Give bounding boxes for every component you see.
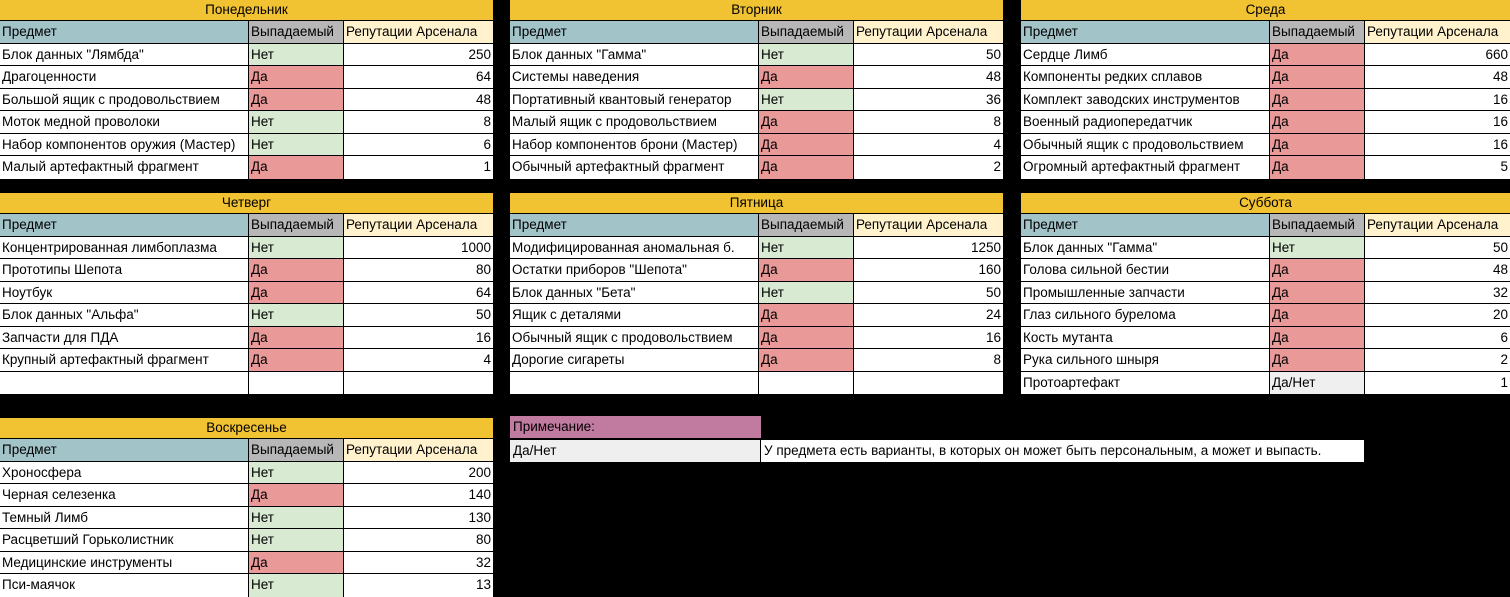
item-name-cell: Компоненты редких сплавов (1021, 66, 1270, 88)
table-wednesday (1021, 0, 1510, 179)
table-row (510, 156, 1003, 179)
column-header-row (1021, 214, 1510, 237)
reputation-cell: 48 (1365, 66, 1510, 88)
drop-cell: Да (759, 259, 854, 281)
reputation-cell: 160 (854, 259, 1003, 281)
table-row (510, 89, 1003, 112)
item-name-cell: Огромный артефактный фрагмент (1021, 156, 1270, 179)
item-name-cell: Блок данных "Гамма" (1021, 237, 1270, 259)
item-name-cell: Крупный артефактный фрагмент (0, 349, 249, 371)
reputation-cell: 1250 (854, 237, 1003, 259)
reputation-cell: 32 (344, 552, 493, 574)
item-name-cell: Военный радиопередатчик (1021, 111, 1270, 133)
drop-cell: Да (1270, 134, 1365, 156)
drop-cell: Да (1270, 259, 1365, 281)
table-sunday (0, 418, 493, 597)
item-name-cell: Темный Лимб (0, 507, 249, 529)
column-header-rep: Репутации Арсенала (344, 21, 493, 43)
item-name-cell: Блок данных "Альфа" (0, 304, 249, 326)
drop-cell: Да (249, 259, 344, 281)
item-name-cell: Медицинские инструменты (0, 552, 249, 574)
column-header-rep: Репутации Арсенала (344, 439, 493, 461)
item-name-cell: Рука сильного шныря (1021, 349, 1270, 371)
item-name-cell (510, 372, 759, 395)
drop-cell (759, 372, 854, 395)
reputation-cell: 80 (344, 259, 493, 281)
reputation-cell: 50 (1365, 237, 1510, 259)
item-name-cell: Портативный квантовый генератор (510, 89, 759, 111)
reputation-cell: 130 (344, 507, 493, 529)
drop-cell: Да (759, 156, 854, 179)
drop-cell: Да (759, 304, 854, 326)
drop-cell: Нет (759, 89, 854, 111)
table-row (0, 156, 493, 179)
table-row (1021, 327, 1510, 350)
drop-cell: Нет (249, 237, 344, 259)
drop-cell: Да (249, 156, 344, 179)
table-row (0, 484, 493, 507)
table-row (1021, 237, 1510, 260)
table-row (510, 237, 1003, 260)
reputation-cell: 140 (344, 484, 493, 506)
table-row (0, 44, 493, 67)
item-name-cell: Остатки приборов "Шепота" (510, 259, 759, 281)
drop-cell: Нет (759, 282, 854, 304)
item-name-cell: Пси-маячок (0, 574, 249, 597)
item-name-cell: Обычный ящик с продовольствием (1021, 134, 1270, 156)
column-header-item: Предмет (0, 214, 249, 236)
table-row (1021, 111, 1510, 134)
reputation-cell: 20 (1365, 304, 1510, 326)
drop-cell: Нет (249, 134, 344, 156)
drop-cell: Нет (759, 237, 854, 259)
column-header-drop: Выпадаемый (249, 439, 344, 461)
item-name-cell: Блок данных "Бета" (510, 282, 759, 304)
drop-cell: Да (249, 327, 344, 349)
column-header-row (1021, 21, 1510, 44)
column-header-row (510, 21, 1003, 44)
reputation-cell: 64 (344, 66, 493, 88)
item-name-cell: Модифицированная аномальная б. (510, 237, 759, 259)
day-title: Вторник (510, 0, 1003, 21)
drop-cell: Да (1270, 89, 1365, 111)
reputation-cell: 48 (854, 66, 1003, 88)
column-header-drop: Выпадаемый (249, 214, 344, 236)
item-name-cell: Кость мутанта (1021, 327, 1270, 349)
table-row (0, 462, 493, 485)
table-row (1021, 349, 1510, 372)
reputation-cell: 32 (1365, 282, 1510, 304)
drop-cell: Нет (249, 44, 344, 66)
table-thursday (0, 193, 493, 394)
table-row (0, 349, 493, 372)
item-name-cell: Дорогие сигареты (510, 349, 759, 371)
drop-cell: Да (1270, 111, 1365, 133)
drop-cell: Нет (1270, 237, 1365, 259)
table-row (1021, 89, 1510, 112)
column-header-item: Предмет (0, 439, 249, 461)
drop-cell (249, 372, 344, 395)
reputation-cell: 13 (344, 574, 493, 597)
drop-cell: Да (759, 349, 854, 371)
item-name-cell: Блок данных "Лямбда" (0, 44, 249, 66)
item-name-cell: Ящик с деталями (510, 304, 759, 326)
item-name-cell: Обычный артефактный фрагмент (510, 156, 759, 179)
table-saturday (1021, 193, 1510, 394)
item-name-cell (0, 372, 249, 395)
table-friday (510, 193, 1003, 394)
drop-cell: Да (1270, 156, 1365, 179)
column-header-drop: Выпадаемый (759, 21, 854, 43)
drop-cell: Да (1270, 327, 1365, 349)
drop-cell: Да (759, 327, 854, 349)
table-row (1021, 372, 1510, 395)
column-header-item: Предмет (510, 21, 759, 43)
item-name-cell: Сердце Лимб (1021, 44, 1270, 66)
column-header-row (510, 214, 1003, 237)
table-row (0, 507, 493, 530)
reputation-cell: 6 (1365, 327, 1510, 349)
column-header-drop: Выпадаемый (1270, 21, 1365, 43)
reputation-cell: 48 (344, 89, 493, 111)
table-row (1021, 259, 1510, 282)
reputation-cell: 80 (344, 529, 493, 551)
column-header-rep: Репутации Арсенала (1365, 21, 1510, 43)
reputation-cell: 48 (1365, 259, 1510, 281)
item-name-cell: Набор компонентов брони (Мастер) (510, 134, 759, 156)
table-row (0, 327, 493, 350)
item-name-cell: Блок данных "Гамма" (510, 44, 759, 66)
drop-cell: Да (1270, 66, 1365, 88)
reputation-cell: 4 (344, 349, 493, 371)
item-name-cell: Глаз сильного бурелома (1021, 304, 1270, 326)
column-header-row (0, 214, 493, 237)
note-title: Примечание: (510, 416, 761, 438)
day-title: Воскресенье (0, 418, 493, 439)
item-name-cell: Черная селезенка (0, 484, 249, 506)
note-key: Да/Нет (510, 440, 761, 462)
drop-cell: Да (1270, 349, 1365, 371)
reputation-cell: 16 (1365, 134, 1510, 156)
drop-cell: Да (249, 349, 344, 371)
drop-cell: Нет (249, 529, 344, 551)
day-title: Суббота (1021, 193, 1510, 214)
table-row (510, 111, 1003, 134)
day-title: Пятница (510, 193, 1003, 214)
table-row (0, 259, 493, 282)
table-row (0, 134, 493, 157)
table-row (0, 111, 493, 134)
table-row (510, 327, 1003, 350)
item-name-cell: Большой ящик с продовольствием (0, 89, 249, 111)
item-name-cell: Хроносфера (0, 462, 249, 484)
drop-cell: Да (249, 484, 344, 506)
drop-cell: Нет (759, 44, 854, 66)
table-row (1021, 304, 1510, 327)
column-header-rep: Репутации Арсенала (1365, 214, 1510, 236)
reputation-cell: 1 (344, 156, 493, 179)
column-header-drop: Выпадаемый (249, 21, 344, 43)
item-name-cell: Комплект заводских инструментов (1021, 89, 1270, 111)
table-row (510, 66, 1003, 89)
reputation-cell: 4 (854, 134, 1003, 156)
drop-cell: Да (249, 66, 344, 88)
table-row (0, 237, 493, 260)
reputation-cell: 8 (854, 349, 1003, 371)
table-row (510, 304, 1003, 327)
day-title: Четверг (0, 193, 493, 214)
table-row (1021, 66, 1510, 89)
reputation-cell: 16 (854, 327, 1003, 349)
column-header-drop: Выпадаемый (759, 214, 854, 236)
drop-cell: Да (759, 66, 854, 88)
drop-cell: Нет (249, 111, 344, 133)
note-row (510, 440, 1364, 462)
reputation-cell (854, 372, 1003, 395)
item-name-cell: Промышленные запчасти (1021, 282, 1270, 304)
table-row (510, 349, 1003, 372)
table-row (1021, 156, 1510, 179)
reputation-cell: 50 (854, 44, 1003, 66)
table-row (0, 304, 493, 327)
item-name-cell: Ноутбук (0, 282, 249, 304)
table-row (0, 372, 493, 395)
item-name-cell: Моток медной проволоки (0, 111, 249, 133)
column-header-item: Предмет (1021, 214, 1270, 236)
drop-cell: Да (759, 134, 854, 156)
column-header-item: Предмет (510, 214, 759, 236)
reputation-cell (344, 372, 493, 395)
table-tuesday (510, 0, 1003, 179)
reputation-cell: 6 (344, 134, 493, 156)
reputation-cell: 250 (344, 44, 493, 66)
column-header-item: Предмет (1021, 21, 1270, 43)
drop-cell: Нет (249, 462, 344, 484)
column-header-rep: Репутации Арсенала (854, 214, 1003, 236)
table-monday (0, 0, 493, 179)
table-row (0, 529, 493, 552)
reputation-cell: 2 (854, 156, 1003, 179)
reputation-cell: 1 (1365, 372, 1510, 395)
reputation-cell: 200 (344, 462, 493, 484)
item-name-cell: Протоартефакт (1021, 372, 1270, 395)
drop-cell: Нет (249, 507, 344, 529)
reputation-cell: 16 (344, 327, 493, 349)
table-row (510, 134, 1003, 157)
column-header-row (0, 439, 493, 462)
drop-cell: Нет (249, 304, 344, 326)
item-name-cell: Голова сильной бестии (1021, 259, 1270, 281)
table-row (510, 282, 1003, 305)
item-name-cell: Драгоценности (0, 66, 249, 88)
day-title: Среда (1021, 0, 1510, 21)
reputation-cell: 660 (1365, 44, 1510, 66)
item-name-cell: Набор компонентов оружия (Мастер) (0, 134, 249, 156)
reputation-cell: 50 (854, 282, 1003, 304)
table-row (510, 44, 1003, 67)
drop-cell: Да (249, 282, 344, 304)
reputation-cell: 8 (854, 111, 1003, 133)
table-row (0, 89, 493, 112)
column-header-rep: Репутации Арсенала (854, 21, 1003, 43)
item-name-cell: Малый ящик с продовольствием (510, 111, 759, 133)
item-name-cell: Концентрированная лимбоплазма (0, 237, 249, 259)
drop-cell: Да (1270, 304, 1365, 326)
table-row (1021, 44, 1510, 67)
table-row (510, 259, 1003, 282)
drop-cell: Да (1270, 44, 1365, 66)
reputation-cell: 64 (344, 282, 493, 304)
reputation-cell: 1000 (344, 237, 493, 259)
item-name-cell: Запчасти для ПДА (0, 327, 249, 349)
table-row (1021, 282, 1510, 305)
note-text: У предмета есть варианты, в которых он может быть персональным, а может и выпасть. (761, 440, 1364, 462)
item-name-cell: Обычный ящик с продовольствием (510, 327, 759, 349)
reputation-cell: 24 (854, 304, 1003, 326)
drop-cell: Да (1270, 282, 1365, 304)
table-row (0, 552, 493, 575)
reputation-cell: 5 (1365, 156, 1510, 179)
reputation-cell: 8 (344, 111, 493, 133)
drop-cell: Да/Нет (1270, 372, 1365, 395)
drop-cell: Да (249, 552, 344, 574)
day-title: Понедельник (0, 0, 493, 21)
reputation-cell: 16 (1365, 89, 1510, 111)
column-header-item: Предмет (0, 21, 249, 43)
column-header-drop: Выпадаемый (1270, 214, 1365, 236)
reputation-cell: 50 (344, 304, 493, 326)
reputation-cell: 36 (854, 89, 1003, 111)
reputation-cell: 2 (1365, 349, 1510, 371)
reputation-cell: 16 (1365, 111, 1510, 133)
column-header-row (0, 21, 493, 44)
item-name-cell: Расцветший Горьколистник (0, 529, 249, 551)
table-row (0, 66, 493, 89)
drop-cell: Да (759, 111, 854, 133)
table-row (0, 574, 493, 597)
column-header-rep: Репутации Арсенала (344, 214, 493, 236)
table-row (1021, 134, 1510, 157)
drop-cell: Да (249, 89, 344, 111)
item-name-cell: Системы наведения (510, 66, 759, 88)
item-name-cell: Прототипы Шепота (0, 259, 249, 281)
table-row (0, 282, 493, 305)
item-name-cell: Малый артефактный фрагмент (0, 156, 249, 179)
table-row (510, 372, 1003, 395)
drop-cell: Нет (249, 574, 344, 597)
